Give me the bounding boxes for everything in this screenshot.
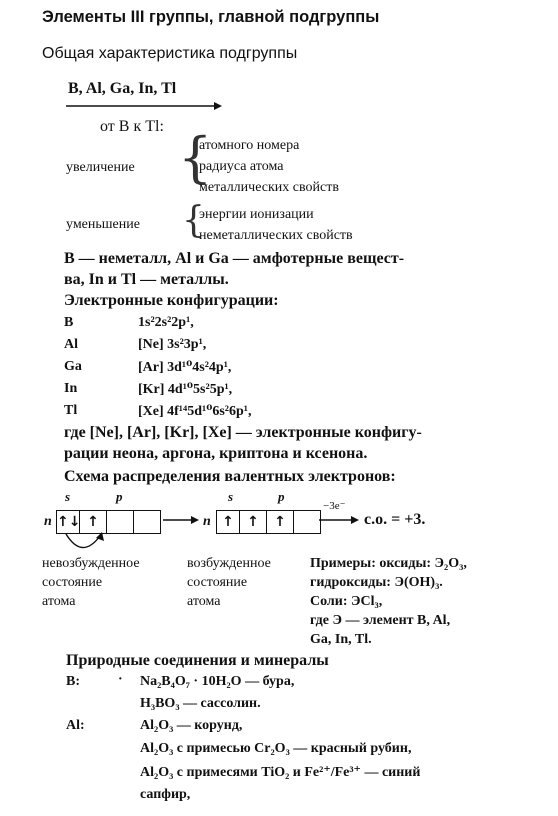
trend-arrow-icon: [64, 100, 224, 112]
transition-arrow-icon: [162, 513, 200, 527]
ground-p-label: p: [116, 489, 123, 504]
orbital-cell: ↑↓: [57, 511, 80, 533]
subtitle: Общая характеристика подгруппы: [42, 45, 298, 62]
excitation-curve-arrow-icon: [60, 532, 110, 556]
increase-item: радиуса атома: [199, 159, 284, 174]
ground-n-label: n: [44, 514, 52, 529]
config-value: [Xe] 4f¹⁴5d¹⁰6s²6p¹,: [138, 404, 252, 419]
excited-s-label: s: [228, 489, 234, 504]
excited-p-label: p: [278, 489, 285, 504]
config-element: Al: [64, 337, 78, 352]
elements-row: B, Al, Ga, In, Tl: [68, 80, 177, 97]
orbital-cell: ↑: [240, 511, 267, 533]
ground-caption: состояние: [42, 575, 103, 590]
decrease-item: энергии ионизации: [199, 207, 314, 222]
decrease-label: уменьшение: [66, 217, 140, 232]
increase-brace-icon: {: [178, 126, 213, 189]
ground-caption: невозбужденное: [42, 556, 140, 571]
examples-line: гидроксиды: Э(OH)₃.: [310, 575, 443, 590]
scheme-heading: Схема распределения валентных электронов:: [64, 468, 396, 485]
decrease-brace-icon: {: [182, 200, 205, 241]
examples-line: Примеры: оксиды: Э₂O₃,: [310, 556, 467, 571]
config-element: Ga: [64, 359, 82, 374]
nature-line: ва, In и Tl — металлы.: [64, 271, 229, 288]
ground-orbital-cells: [56, 510, 161, 534]
nature-line: B — неметалл, Al и Ga — амфотерные вещест-: [64, 250, 405, 267]
config-element: B: [64, 315, 74, 330]
config-element: Tl: [64, 403, 78, 418]
excited-orbital-cells: [216, 510, 321, 534]
config-value: [Ar] 3d¹⁰4s²4p¹,: [138, 360, 232, 375]
oxidation-arrow-icon: [318, 513, 360, 527]
trend-from-to: от B к Tl:: [100, 118, 164, 135]
excited-caption: состояние: [187, 575, 248, 590]
examples-line: где Э — элемент B, Al,: [310, 613, 451, 628]
config-element: In: [64, 381, 78, 396]
mineral-line: Al₂O₃ — корунд,: [140, 718, 243, 733]
orbital-cell: [107, 511, 134, 533]
orbital-cell: ↑: [267, 511, 294, 533]
examples-line: Соли: ЭCl₃,: [310, 594, 383, 609]
orbital-cell: ↑: [80, 511, 107, 533]
ground-s-label: s: [65, 489, 71, 504]
config-value: [Ne] 3s²3p¹,: [138, 337, 207, 352]
excited-n-label: n: [203, 514, 211, 529]
minerals-b-label: B:: [66, 674, 80, 689]
decrease-item: неметаллических свойств: [199, 228, 353, 243]
increase-item: атомного номера: [199, 138, 300, 153]
mineral-line: Al₂O₃ с примесью Cr₂O₃ — красный рубин,: [140, 741, 412, 756]
oxidation-state-result: с.о. = +3.: [364, 511, 426, 528]
minerals-heading: Природные соединения и минералы: [66, 652, 329, 669]
orbital-cell: [294, 511, 320, 533]
config-value: 1s²2s²2p¹,: [138, 315, 194, 330]
orbital-cell: ↑: [217, 511, 240, 533]
mineral-line: сапфир,: [140, 787, 191, 802]
excited-caption: возбужденное: [187, 556, 271, 571]
minerals-al-label: Al:: [66, 718, 85, 733]
mineral-line: Na₂B₄O₇ · 10H₂O — бура,: [140, 674, 295, 689]
page-title: Элементы III группы, главной подгруппы: [42, 8, 380, 26]
config-note-line: рации неона, аргона, криптона и ксенона.: [64, 445, 368, 462]
ground-caption: атома: [42, 594, 76, 609]
examples-line: Ga, In, Tl.: [310, 632, 372, 647]
electron-loss-label: −3e⁻: [323, 500, 346, 512]
mineral-line: H₃BO₃ — сассолин.: [140, 696, 261, 711]
config-heading: Электронные конфигурации:: [64, 292, 279, 309]
config-note-line: где [Ne], [Ar], [Kr], [Xe] — электронные конфигу-: [64, 424, 422, 441]
config-value: [Kr] 4d¹⁰5s²5p¹,: [138, 382, 233, 397]
orbital-cell: [134, 511, 160, 533]
increase-item: металлических свойств: [199, 180, 339, 195]
mineral-line: Al₂O₃ с примесями TiO₂ и Fe²⁺/Fe³⁺ — синий: [140, 765, 421, 780]
increase-label: увеличение: [66, 160, 135, 175]
minerals-b-dot: ·: [118, 672, 123, 687]
excited-caption: атома: [187, 594, 221, 609]
